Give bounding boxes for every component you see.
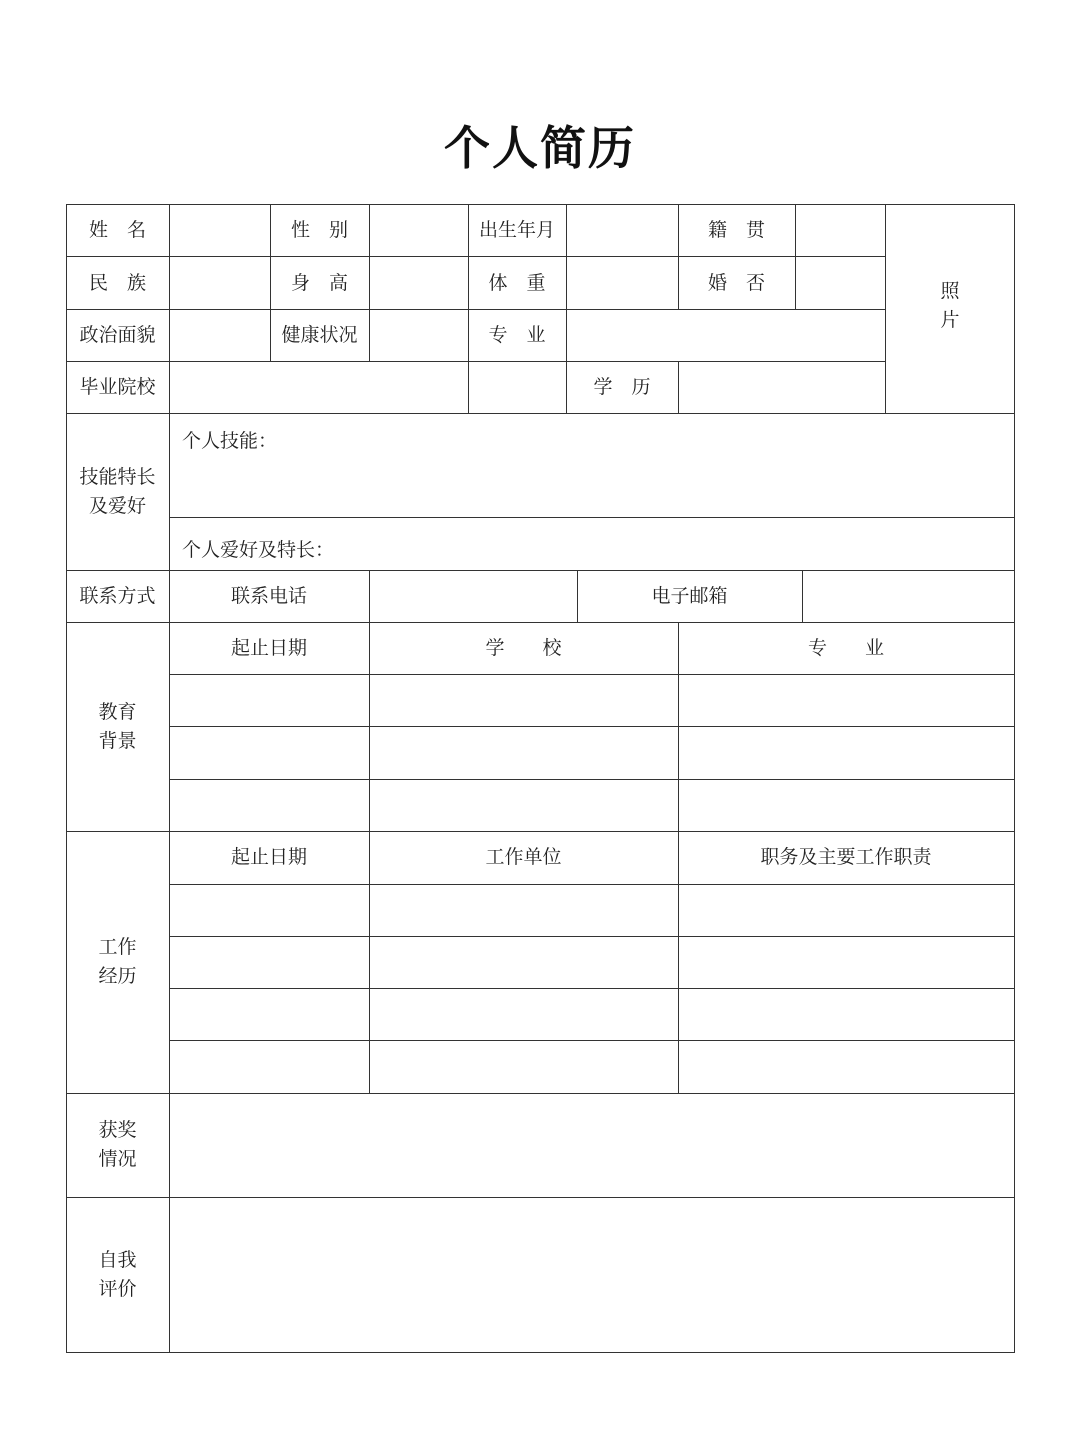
work-col-duties: 职务及主要工作职责	[760, 846, 932, 868]
work-col-dates: 起止日期	[230, 846, 307, 868]
work-row[interactable]	[170, 1041, 1014, 1093]
school-label: 毕业院校	[79, 375, 156, 398]
native-place-label: 籍 贯	[707, 218, 765, 241]
degree-label: 学 历	[593, 375, 651, 398]
political-label: 政治面貌	[79, 323, 156, 346]
weight-field[interactable]	[567, 257, 678, 309]
resume-title: 个人简历	[444, 121, 636, 175]
height-field[interactable]	[370, 257, 468, 309]
birth-label: 出生年月	[478, 218, 555, 241]
awards-section-label: 获奖 情况	[98, 1119, 137, 1170]
height-label: 身 高	[290, 271, 348, 294]
birth-field[interactable]	[567, 204, 678, 256]
work-row[interactable]	[170, 885, 1014, 936]
phone-field[interactable]	[370, 571, 577, 622]
political-field[interactable]	[170, 309, 270, 361]
major-field[interactable]	[567, 309, 885, 361]
marital-label: 婚 否	[707, 271, 765, 294]
self-eval-field[interactable]	[170, 1198, 1014, 1352]
major-label: 专 业	[488, 323, 546, 346]
self-eval-section-label: 自我 评价	[98, 1248, 137, 1300]
work-row[interactable]	[170, 937, 1014, 988]
weight-label: 体 重	[488, 271, 546, 294]
work-row[interactable]	[170, 989, 1014, 1040]
education-col-school: 学 校	[485, 636, 562, 659]
health-field[interactable]	[370, 309, 468, 361]
photo-placeholder[interactable]: 照 片	[940, 279, 960, 331]
hobbies-hint: 个人爱好及特长：	[182, 539, 335, 561]
work-col-employer: 工作单位	[485, 846, 562, 868]
education-col-major: 专 业	[807, 636, 884, 659]
marital-field[interactable]	[796, 257, 885, 309]
resume-table	[66, 204, 1015, 1353]
contact-section-label: 联系方式	[79, 584, 156, 607]
awards-field[interactable]	[170, 1094, 1014, 1197]
gender-label: 性 别	[290, 218, 348, 241]
education-row[interactable]	[170, 780, 1014, 831]
gender-field[interactable]	[370, 204, 468, 256]
work-section-label: 工作 经历	[98, 936, 137, 987]
email-field[interactable]	[803, 571, 1014, 622]
education-section-label: 教育 背景	[98, 700, 137, 752]
ethnicity-label: 民 族	[88, 271, 146, 294]
email-label: 电子邮箱	[651, 584, 728, 607]
hobbies-field[interactable]	[170, 518, 1014, 570]
name-label: 姓 名	[88, 218, 146, 241]
school-field[interactable]	[170, 361, 566, 413]
native-place-field[interactable]	[796, 204, 885, 256]
education-row[interactable]	[170, 675, 1014, 726]
education-row[interactable]	[170, 727, 1014, 779]
education-col-dates: 起止日期	[230, 636, 307, 659]
skills-hint: 个人技能：	[182, 430, 278, 452]
skills-section-label: 技能特长 及爱好	[79, 465, 156, 517]
skills-field[interactable]	[170, 414, 1014, 517]
health-label: 健康状况	[281, 323, 358, 346]
degree-field[interactable]	[679, 361, 885, 413]
phone-label: 联系电话	[230, 584, 307, 607]
ethnicity-field[interactable]	[170, 257, 270, 309]
name-field[interactable]	[170, 204, 270, 256]
